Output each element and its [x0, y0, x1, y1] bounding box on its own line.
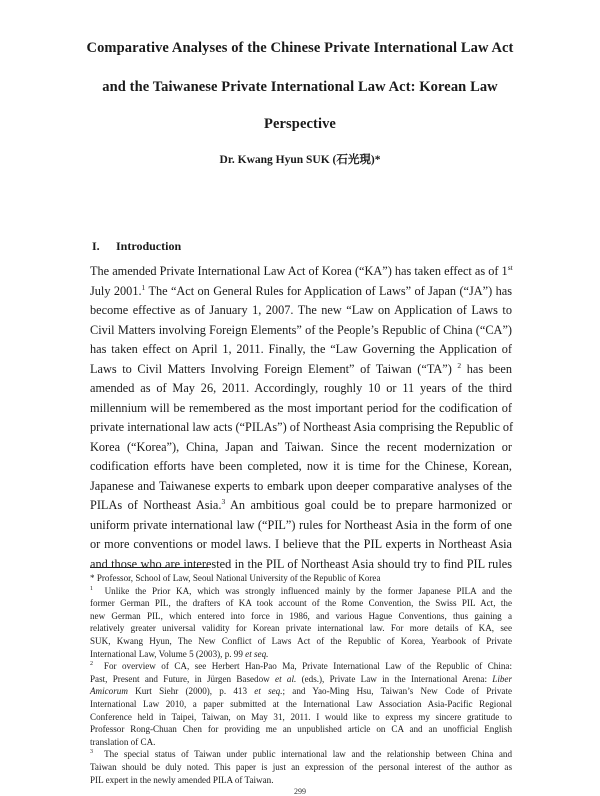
- author-line: Dr. Kwang Hyun SUK (石光現)*: [219, 154, 381, 166]
- footnote-line: Past, Present and Future, in Jürgen Basedow et al. (eds.), Private Law in the International Arena: Liber: [90, 673, 512, 684]
- body-line: amended as of May 26, 2011. Accordingly, roughly 10 or 11 years of the third: [90, 381, 512, 395]
- footnote-line: Professor Rong-Chuan Chen for providing me an unpublished article on CA and an unofficial English: [90, 724, 512, 735]
- section-title: Introduction: [116, 239, 182, 253]
- footnote-line: PIL expert in the newly amended PILA of Taiwan.: [90, 774, 274, 785]
- footnote-line: $^1$ Unlike the Prior KA, which was strongly influenced mainly by the former Japanese PILA and the: [90, 585, 512, 596]
- body-line: has taken effect on April 1, 2011. Finally, the “Law Governing the Application of: [90, 342, 512, 356]
- body-line: millennium will be remembered as the most important period for the codification of: [90, 400, 512, 415]
- title-line-1: Comparative Analyses of the Chinese Private International Law Act: [86, 40, 514, 56]
- footnote-line: former German PIL, the drafters of KA took account of the Rome Convention, the Swiss PIL Act, the: [90, 598, 512, 609]
- body-line: The amended Private International Law Act of Korea (“KA”) has taken effect as of 1st: [90, 263, 513, 278]
- footnote-line: Conference held in Taipei, Taiwan, on May 31, 2011. I would like to express my sincere gratitude to: [90, 711, 512, 722]
- page-number: 299: [294, 787, 306, 796]
- footnote-line: relatively greater universal validity for Korean private international law. For more details of KA, see: [90, 623, 512, 634]
- body-line: Japanese and Taiwanese experts to embark upon deeper comparative analyses of the: [90, 478, 512, 493]
- body-line: or more conventions or model laws. I believe that the PIL experts in Northeast Asia: [90, 537, 512, 551]
- section-heading: [92, 239, 181, 254]
- body-line: Laws to Civil Matters Involving Foreign Element” of Taiwan (“TA”) $^2$ has been: [90, 360, 512, 376]
- body-line: Civil Matters involving Foreign Elements” of the People’s Republic of China (“CA”): [90, 322, 512, 337]
- footnote-rule: [90, 567, 208, 568]
- body-line: become effective as of January 1, 2007. The new “Law on Application of Laws to: [90, 303, 512, 317]
- footnote-line: translation of CA.: [90, 736, 156, 747]
- body-line: and those who are interested in the PIL of Northeast Asia should try to find PIL rules: [90, 556, 512, 571]
- section-number: I.: [92, 239, 100, 253]
- body-line: July 2001.$^1$ The “Act on General Rules for Application of Laws” of Japan (“JA”) has: [90, 282, 512, 298]
- footnote-line: Amicorum Kurt Siehr (2000), p. 413 et seq.; and Yao-Ming Hsu, Taiwan’s New Code of Private: [90, 686, 513, 697]
- footnote-line: International Law 2010, a paper submitted at the International Law Association Asia-Pacific Regional: [90, 699, 512, 709]
- footnote-line: new German PIL, which entered into force in 1986, and various Hague Conventions, thus gaining a: [90, 610, 512, 621]
- title-line-2: and the Taiwanese Private International Law Act: Korean Law: [102, 79, 498, 95]
- footnote-line: International Law, Volume 5 (2003), p. 99 et seq.: [90, 648, 269, 659]
- body-line: private international law acts (“PILAs”) of Northeast Asia comprising the Republic of: [90, 420, 514, 434]
- body-line: uniform private international law (“PIL”) rules for Northeast Asia in the form of one: [90, 517, 512, 532]
- footnote-line: $^3$ The special status of Taiwan under public international law and the relationship between China and: [90, 749, 512, 760]
- footnote-line: Taiwan should be duly noted. This paper is just an expression of the personal interest of the author as: [90, 762, 512, 772]
- body-line: codification efforts have been completed, now it is time for the Chinese, Korean,: [90, 459, 512, 473]
- footnote-line: $^2$ For overview of CA, see Herbert Han-Pao Ma, Private International Law of the Republic of China:: [90, 661, 512, 672]
- body-line: Korea (“Korea”), China, Japan and Taiwan. Since the recent modernization or: [90, 439, 512, 454]
- footnote-line: SUK, Kwang Hyun, The New Conflict of Laws Act of the Republic of Korea, Yearbook of Private: [90, 636, 512, 646]
- title-line-3: Perspective: [264, 116, 336, 132]
- body-line: PILAs of Northeast Asia.$^3$ An ambitious goal could be to prepare harmonized or: [90, 497, 512, 512]
- footnote-line: * Professor, School of Law, Seoul National University of the Republic of Korea: [90, 573, 381, 583]
